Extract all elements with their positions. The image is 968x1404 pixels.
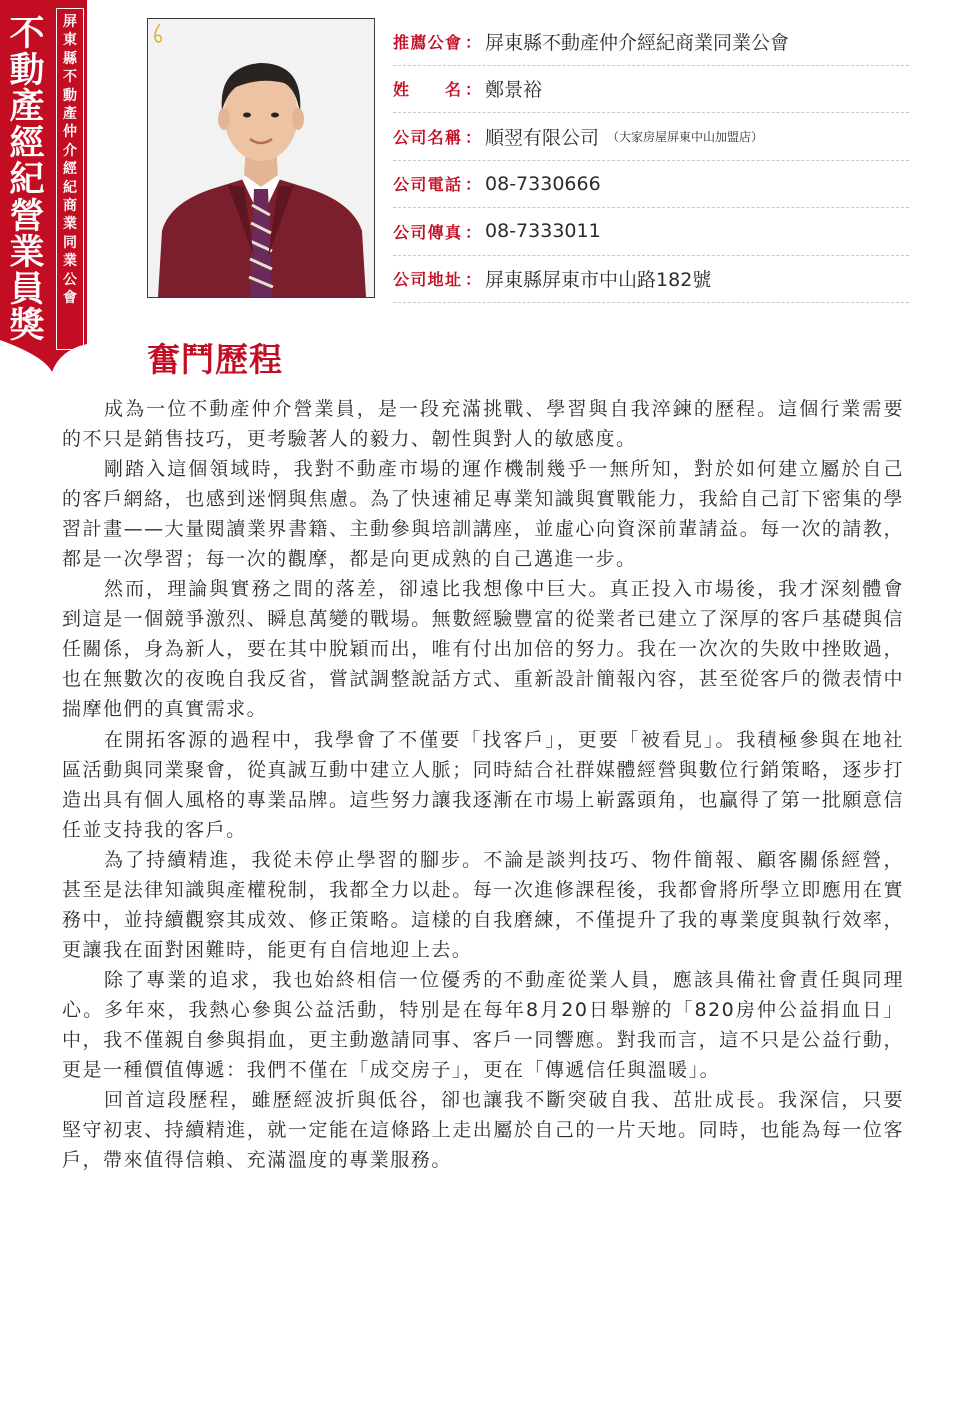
award-banner [0,0,87,372]
info-row [393,113,909,161]
banner-title [4,16,50,345]
story-paragraph: 為了持續精進，我從未停止學習的腳步。不論是談判技巧、物件簡報、顧客關係經營，甚至是法律知識與產權稅制，我都全力以赴。每一次進修課程後，我都會將所學立即應用在實務中，並持續觀察其成效、修正策略。這樣的自我磨練，不僅提升了我的專業度與執行效率，更讓我在面對困難時，能更有自信地迎上去。 [62,848,904,961]
info-value-note: （大家房屋屏東中山加盟店） [607,129,764,144]
banner-subtitle-char: 縣 [63,50,77,67]
banner-subtitle-char: 商 [63,198,77,215]
story-paragraph: 然而，理論與實務之間的落差，卻遠比我想像中巨大。真正投入市場後，我才深刻體會到這是一個競爭激烈、瞬息萬變的戰場。無數經驗豐富的從業者已建立了深厚的客戶基礎與信任關係，身為新人，要在其中脫穎而出，唯有付出加倍的努力。我在一次次的失敗中挫敗過，也在無數次的夜晚自我反省，嘗試調整說話方式、重新設計簡報內容，甚至從客戶的微表情中揣摩他們的真實需求。 [62,578,904,721]
story-paragraph: 在開拓客源的過程中，我學會了不僅要「找客戶」，更要「被看見」。我積極參與在地社區活動與同業聚會，從真誠互動中建立人脈；同時結合社群媒體經營與數位行銷策略，逐步打造出具有個人風格的專業品牌。這些努力讓我逐漸在市場上嶄露頭角，也贏得了第一批願意信任並支持我的客戶。 [62,728,904,841]
info-row [393,161,909,209]
banner-subtitle-char: 東 [63,32,77,49]
banner-subtitle-char: 紀 [63,179,77,196]
banner-subtitle-char: 業 [63,253,77,270]
info-colon: ： [465,127,482,147]
info-label: 公司名稱 [393,127,461,147]
story-paragraph: 回首這段歷程，雖歷經波折與低谷，卻也讓我不斷突破自我、茁壯成長。我深信，只要堅守初衷、持續精進，就一定能在這條路上走出屬於自己的一片天地。同時，也能為每一位客戶，帶來值得信賴、充滿溫度的專業服務。 [62,1089,904,1172]
banner-subtitle-frame [56,8,84,350]
story-paragraph: 剛踏入這個領域時，我對不動產市場的運作機制幾乎一無所知，對於如何建立屬於自己的客戶網絡，也感到迷惘與焦慮。為了快速補足專業知識與實戰能力，我給自己訂下密集的學習計畫——大量閱讀業界書籍、主動參與培訓講座，並虛心向資深前輩請益。每一次的請教，都是一次學習；每一次的觀摩，都是向更成熟的自己邁進一步。 [62,458,904,571]
banner-title-char: 產 [9,87,45,127]
banner-subtitle-char: 不 [63,69,77,86]
story-body [62,394,904,1175]
story-paragraph: 成為一位不動產仲介營業員，是一段充滿挑戰、學習與自我淬鍊的歷程。這個行業需要的不只是銷售技巧，更考驗著人的毅力、韌性與對人的敏感度。 [62,398,904,451]
info-colon: ： [465,175,482,195]
info-colon: ： [465,80,482,100]
banner-subtitle-char: 仲 [63,124,77,141]
info-label: 姓名 [393,80,461,100]
banner-title-char: 獎 [9,306,45,346]
banner-subtitle-char: 介 [63,142,77,159]
banner-subtitle-char: 經 [63,161,77,178]
banner-title-char: 不 [9,14,45,54]
banner-title-char: 紀 [9,160,45,200]
number-mark-icon [153,22,163,44]
banner-title-char: 員 [9,269,45,310]
banner-title-char: 營 [9,196,45,237]
info-colon: ： [465,222,482,242]
banner-subtitle-char: 屏 [63,14,77,30]
portrait-photo [147,18,375,298]
banner-title-char: 經 [9,123,45,164]
info-value: 08-7330666 [485,172,601,195]
info-label: 公司傳真 [393,222,461,242]
info-colon: ： [465,32,482,52]
info-value: 屏東縣不動產仲介經紀商業同業公會 [485,31,790,54]
info-row [393,18,909,66]
info-value: 順翌有限公司 [485,126,600,149]
person-portrait-icon [148,19,374,297]
banner-subtitle-char: 同 [63,234,77,251]
story-paragraph: 除了專業的追求，我也始終相信一位優秀的不動產從業人員，應該具備社會責任與同理心。多年來，我熱心參與公益活動，特別是在每年8月20日舉辦的「820房仲公益捐血日」中，我不僅親自參與捐血，更主動邀請同事、客戶一同響應。對我而言，這不只是公益行動，更是一種價值傳遞：我們不僅在「成交房子」，更在「傳遞信任與溫暖」。 [62,968,904,1082]
banner-subtitle-char: 動 [63,87,77,104]
info-label: 推薦公會 [393,32,461,52]
banner-subtitle-char: 公 [63,271,77,288]
banner-title-char: 業 [9,233,45,273]
info-label: 公司地址 [393,270,461,290]
banner-title-char: 動 [9,50,45,91]
info-value: 鄭景裕 [485,79,543,102]
info-colon: ： [465,270,482,290]
banner-subtitle [57,13,83,308]
info-label: 公司電話 [393,175,461,195]
info-value: 08-7333011 [485,220,601,243]
info-row [393,256,909,304]
profile-info [393,18,909,303]
banner-subtitle-char: 會 [63,290,77,307]
section-heading: 奮鬥歷程 [147,340,283,379]
info-row [393,66,909,114]
info-row [393,208,909,256]
banner-subtitle-char: 業 [63,216,77,233]
info-value: 屏東縣屏東市中山路182號 [485,269,712,292]
banner-subtitle-char: 產 [63,106,77,123]
